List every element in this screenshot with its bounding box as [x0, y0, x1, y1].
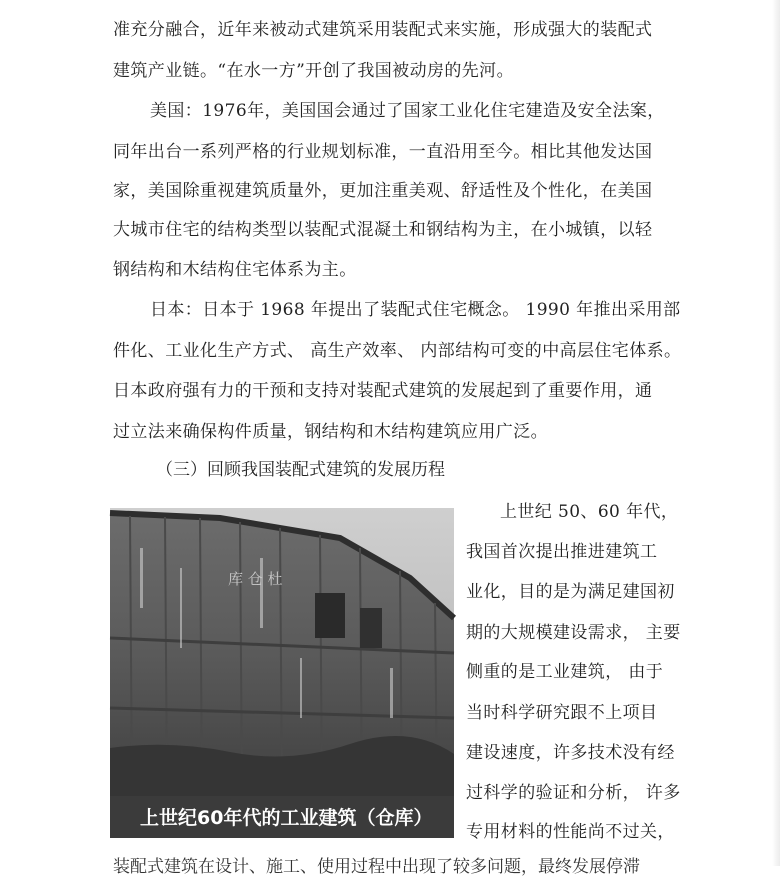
text-line: 同年出台一系列严格的行业规划标准，一直沿用至今。相比其他发达国	[113, 142, 653, 162]
text-line: 建设速度，许多技术没有经	[466, 743, 675, 763]
figure-caption: 上世纪60年代的工业建筑（仓库）	[140, 807, 433, 829]
text-line: 建筑产业链。“在水一方”开创了我国被动房的先河。	[113, 61, 514, 81]
section-heading: （三）回顾我国装配式建筑的发展历程	[156, 460, 445, 480]
text-line: 过科学的验证和分析， 许多	[466, 783, 681, 803]
text-line: 准充分融合，近年来被动式建筑采用装配式来实施，形成强大的装配式	[113, 20, 653, 40]
cut-off-text-line: 装配式建筑在设计、施工、使用过程中出现了较多问题，最终发展停滞	[113, 857, 640, 877]
text-line: 件化、工业化生产方式、 高生产效率、 内部结构可变的中高层住宅体系。	[113, 341, 682, 361]
text-line: 当时科学研究跟不上项目	[466, 703, 658, 723]
text-line: 大城市住宅的结构类型以装配式混凝土和钢结构为主，在小城镇，以轻	[113, 220, 653, 240]
page-edge-shadow	[772, 0, 780, 866]
text-line: 上世纪 50、60 年代，	[500, 502, 679, 522]
text-line: 专用材料的性能尚不过关，	[466, 822, 675, 842]
text-line: 过立法来确保构件质量，钢结构和木结构建筑应用广泛。	[113, 422, 548, 442]
wall-sign-text: 库 仓 杜	[228, 570, 283, 588]
text-line: 钢结构和木结构住宅体系为主。	[113, 260, 357, 280]
text-line: 期的大规模建设需求， 主要	[466, 623, 681, 643]
text-line: 家，美国除重视建筑质量外，更加注重美观、舒适性及个性化，在美国	[113, 181, 653, 201]
text-line: 我国首次提出推进建筑工	[466, 542, 658, 562]
text-line: 侧重的是工业建筑， 由于	[466, 662, 664, 682]
warehouse-photo	[110, 508, 454, 838]
text-line: 业化，目的是为满足建国初	[466, 582, 675, 602]
text-line: 美国：1976年，美国国会通过了国家工业化住宅建造及安全法案，	[150, 101, 665, 121]
text-line: 日本：日本于 1968 年提出了装配式住宅概念。 1990 年推出采用部	[150, 300, 681, 320]
warehouse-illustration	[110, 508, 454, 838]
text-line: 日本政府强有力的干预和支持对装配式建筑的发展起到了重要作用，通	[113, 381, 653, 401]
